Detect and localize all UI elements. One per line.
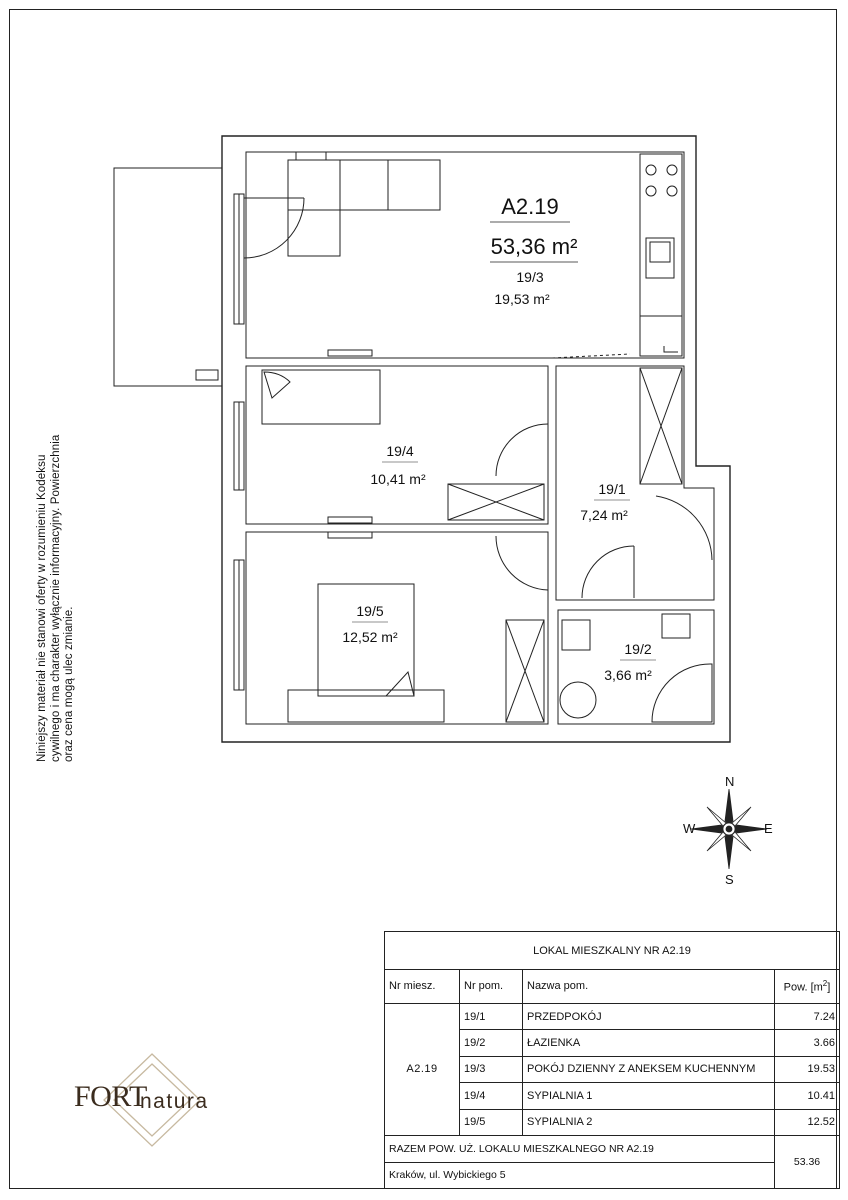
total-value: 53.36 bbox=[775, 1136, 840, 1189]
header-room-no: Nr pom. bbox=[460, 970, 523, 1004]
row-name: POKÓJ DZIENNY Z ANEKSEM KUCHENNYM bbox=[523, 1056, 775, 1082]
row-name: SYPIALNIA 2 bbox=[523, 1109, 775, 1135]
compass-east-label: E bbox=[764, 821, 773, 836]
room-wall-bedroom2 bbox=[246, 532, 548, 724]
balcony bbox=[114, 168, 222, 386]
disclaimer-line-2: cywilnego i ma charakter wyłącznie informacyjny. Powierzchnia bbox=[49, 434, 62, 762]
header-unit: Nr miesz. bbox=[385, 970, 460, 1004]
row-name: SYPIALNIA 1 bbox=[523, 1083, 775, 1109]
row-area: 19.53 bbox=[775, 1056, 840, 1082]
room-area-19-5: 12,52 m² bbox=[342, 629, 398, 645]
toilet bbox=[560, 682, 596, 718]
outer-wall bbox=[222, 136, 730, 742]
row-area: 10.41 bbox=[775, 1083, 840, 1109]
unit-code-cell: A2.19 bbox=[385, 1003, 460, 1135]
shower bbox=[652, 664, 712, 722]
room-id-19-3: 19/3 bbox=[516, 269, 544, 285]
disclaimer-line-1: Niniejszy materiał nie stanowi oferty w rozumieniu Kodeksu bbox=[36, 454, 48, 762]
logo-text-fort: FORT bbox=[74, 1080, 147, 1113]
bed-bedroom1 bbox=[262, 370, 380, 424]
fridge bbox=[640, 316, 682, 356]
row-area: 12.52 bbox=[775, 1109, 840, 1135]
total-label: RAZEM POW. UŻ. LOKALU MIESZKALNEGO NR A2.19 bbox=[385, 1136, 775, 1162]
table-title: LOKAL MIESZKALNY NR A2.19 bbox=[385, 932, 840, 970]
row-name: PRZEDPOKÓJ bbox=[523, 1003, 775, 1029]
room-area-19-2: 3,66 m² bbox=[604, 667, 652, 683]
header-room-name: Nazwa pom. bbox=[523, 970, 775, 1004]
room-id-19-1: 19/1 bbox=[598, 481, 626, 497]
unit-total-label: 53,36 m² bbox=[490, 234, 578, 259]
balcony-vent bbox=[196, 370, 218, 380]
row-no: 19/5 bbox=[460, 1109, 523, 1135]
room-wall-hall bbox=[556, 366, 714, 600]
compass-rose bbox=[691, 789, 767, 869]
row-no: 19/4 bbox=[460, 1083, 523, 1109]
room-id-19-5: 19/5 bbox=[356, 603, 384, 619]
compass-south-label: S bbox=[725, 872, 734, 887]
address: Kraków, ul. Wybickiego 5 bbox=[385, 1162, 775, 1188]
table-row bbox=[385, 1003, 840, 1029]
room-id-19-2: 19/2 bbox=[624, 641, 652, 657]
row-area: 7.24 bbox=[775, 1003, 840, 1029]
row-name: ŁAZIENKA bbox=[523, 1030, 775, 1056]
header-area: Pow. $[m^2]$ bbox=[775, 970, 840, 1004]
row-no: 19/3 bbox=[460, 1056, 523, 1082]
washbasin bbox=[562, 620, 590, 650]
fortnatura-logo bbox=[74, 1050, 274, 1150]
room-area-19-4: 10,41 m² bbox=[370, 471, 426, 487]
apartment-table bbox=[384, 931, 840, 1189]
disclaimer-line-3: oraz cena mogą ulec zmianie. bbox=[63, 606, 75, 762]
room-wall-living bbox=[246, 152, 684, 358]
room-id-19-4: 19/4 bbox=[386, 443, 414, 459]
sofa bbox=[288, 160, 440, 210]
disclaimer-text bbox=[36, 362, 77, 762]
row-no: 19/1 bbox=[460, 1003, 523, 1029]
door-swing-balcony bbox=[244, 198, 304, 258]
kitchen-counter bbox=[640, 154, 682, 316]
room-area-19-1: 7,24 m² bbox=[580, 507, 628, 523]
compass-north-label: N bbox=[725, 774, 735, 789]
row-area: 3.66 bbox=[775, 1030, 840, 1056]
unit-code-label: A2.19 bbox=[501, 194, 559, 219]
logo-text-natura: natura bbox=[140, 1090, 209, 1113]
room-area-19-3: 19,53 m² bbox=[494, 291, 550, 307]
compass-west-label: W bbox=[683, 821, 696, 836]
row-no: 19/2 bbox=[460, 1030, 523, 1056]
